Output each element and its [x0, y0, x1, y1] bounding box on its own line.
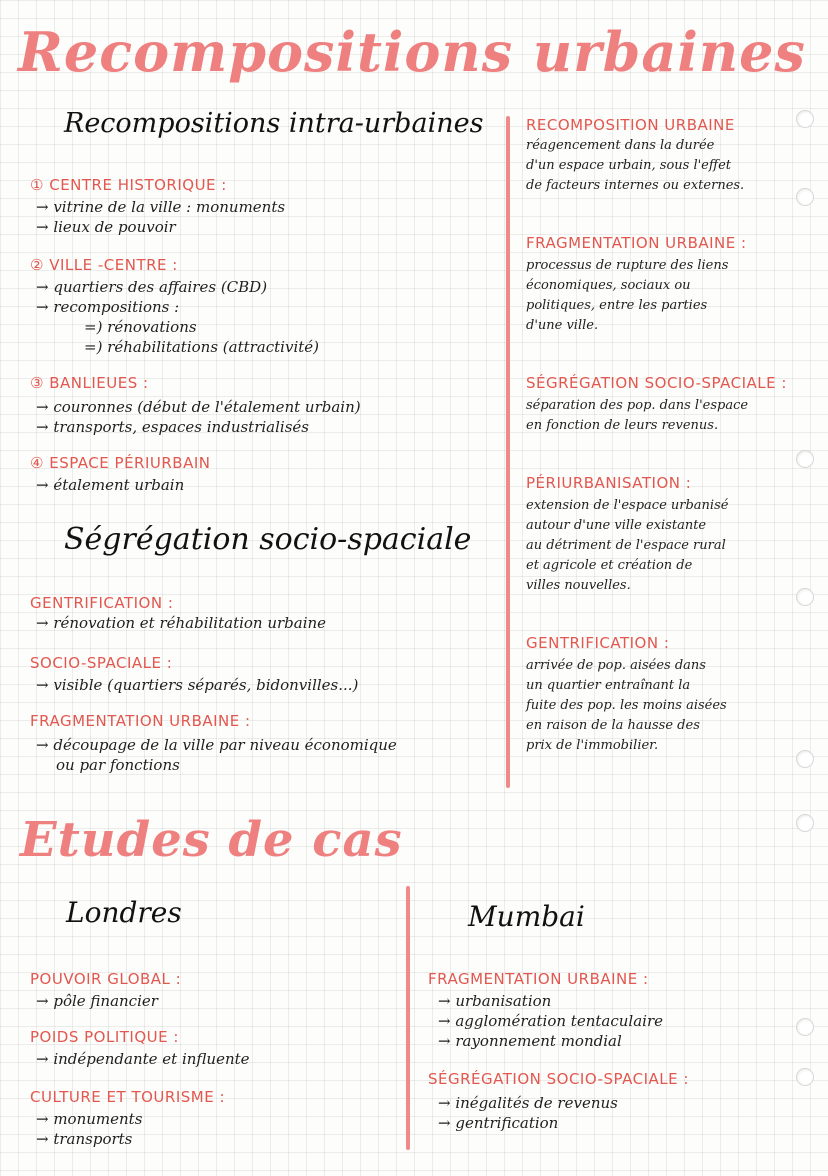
def-head-fragmentation: FRAGMENTATION URBAINE : [526, 234, 747, 252]
binder-hole [796, 1068, 814, 1086]
seg-line: ou par fonctions [56, 756, 180, 774]
case-divider [406, 886, 410, 1150]
def-line: d'une ville. [526, 318, 599, 333]
def-line: séparation des pop. dans l'espace [526, 398, 749, 413]
binder-hole [796, 588, 814, 606]
def-line: processus de rupture des liens [526, 258, 729, 273]
def-line: autour d'une ville existante [526, 518, 707, 533]
section-head-centre-historique: ① CENTRE HISTORIQUE : [30, 176, 227, 194]
section-line: → recompositions : [36, 298, 180, 316]
seg-head-fragmentation: FRAGMENTATION URBAINE : [30, 712, 251, 730]
london-head-culture: CULTURE ET TOURISME : [30, 1088, 226, 1106]
def-line: au détriment de l'espace rural [526, 538, 726, 553]
section-head-banlieues: ③ BANLIEUES : [30, 374, 149, 392]
def-line: de facteurs internes ou externes. [526, 178, 745, 193]
section-line: → couronnes (début de l'étalement urbain) [36, 398, 361, 416]
section-line: → transports, espaces industrialisés [36, 418, 309, 436]
def-line: d'un espace urbain, sous l'effet [526, 158, 731, 173]
london-head-poids: POIDS POLITIQUE : [30, 1028, 179, 1046]
mumbai-line: → rayonnement mondial [438, 1032, 622, 1050]
binder-hole [796, 188, 814, 206]
def-line: un quartier entraînant la [526, 678, 691, 693]
section-line: =) rénovations [84, 318, 197, 336]
def-head-recomposition: RECOMPOSITION URBAINE [526, 116, 735, 134]
def-line: fuite des pop. les moins aisées [526, 698, 727, 713]
section-line: → étalement urbain [36, 476, 185, 494]
def-head-gentrification: GENTRIFICATION : [526, 634, 670, 652]
london-line: → monuments [36, 1110, 143, 1128]
binder-hole [796, 750, 814, 768]
mumbai-line: → urbanisation [438, 992, 552, 1010]
left-subtitle: Recompositions intra-urbaines [64, 108, 484, 139]
def-line: politiques, entre les parties [526, 298, 708, 313]
def-line: extension de l'espace urbanisé [526, 498, 729, 513]
def-line: en fonction de leurs revenus. [526, 418, 719, 433]
binder-hole [796, 110, 814, 128]
section-head-espace-periurbain: ④ ESPACE PÉRIURBAIN [30, 454, 211, 472]
mumbai-line: → agglomération tentaculaire [438, 1012, 663, 1030]
def-head-periurbanisation: PÉRIURBANISATION : [526, 474, 692, 492]
mumbai-line: → inégalités de revenus [438, 1094, 618, 1112]
mumbai-line: → gentrification [438, 1114, 559, 1132]
london-line: → pôle financier [36, 992, 158, 1010]
def-line: arrivée de pop. aisées dans [526, 658, 706, 673]
section-line: → quartiers des affaires (CBD) [36, 278, 268, 296]
seg-line: → visible (quartiers séparés, bidonvilles...) [36, 676, 359, 694]
london-head-pouvoir: POUVOIR GLOBAL : [30, 970, 182, 988]
def-line: réagencement dans la durée [526, 138, 715, 153]
page-title: Recompositions urbaines [18, 20, 806, 84]
binder-hole [796, 1018, 814, 1036]
seg-line: → rénovation et réhabilitation urbaine [36, 614, 327, 632]
london-line: → transports [36, 1130, 133, 1148]
binder-hole [796, 814, 814, 832]
london-title: Londres [66, 896, 182, 929]
section-head-ville-centre: ② VILLE -CENTRE : [30, 256, 178, 274]
def-line: économiques, sociaux ou [526, 278, 691, 293]
def-line: villes nouvelles. [526, 578, 631, 593]
def-line: et agricole et création de [526, 558, 693, 573]
binder-hole [796, 450, 814, 468]
seg-head-socio-spaciale: SOCIO-SPACIALE : [30, 654, 173, 672]
seg-line: → découpage de la ville par niveau économique [36, 736, 397, 754]
def-line: en raison de la hausse des [526, 718, 700, 733]
mumbai-head-segregation: SÉGRÉGATION SOCIO-SPACIALE : [428, 1070, 689, 1088]
mumbai-head-fragmentation: FRAGMENTATION URBAINE : [428, 970, 649, 988]
column-divider [506, 116, 510, 788]
def-line: prix de l'immobilier. [526, 738, 659, 753]
section-line: → vitrine de la ville : monuments [36, 198, 286, 216]
seg-head-gentrification: GENTRIFICATION : [30, 594, 174, 612]
def-head-segregation: SÉGRÉGATION SOCIO-SPACIALE : [526, 374, 787, 392]
section-line: =) réhabilitations (attractivité) [84, 338, 320, 356]
case-study-title: Etudes de cas [20, 812, 403, 868]
london-line: → indépendante et influente [36, 1050, 250, 1068]
mumbai-title: Mumbai [468, 900, 585, 933]
segregation-subtitle: Ségrégation socio-spaciale [64, 522, 472, 557]
section-line: → lieux de pouvoir [36, 218, 176, 236]
